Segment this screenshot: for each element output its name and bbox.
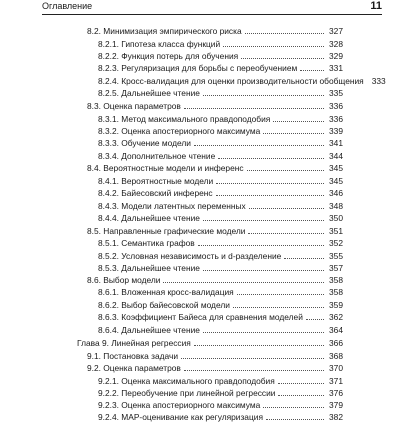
toc-entry-label: 8.5.1. Семантика графов xyxy=(98,238,195,248)
toc-entry[interactable] xyxy=(98,175,343,187)
toc-entry[interactable] xyxy=(98,87,343,99)
toc-entry-label: 8.6.1. Вложенная кросс-валидация xyxy=(98,287,234,297)
toc-entry-label: 8.4.3. Модели латентных переменных xyxy=(98,201,246,211)
toc-entry-page: 355 xyxy=(329,251,343,261)
toc-entry[interactable] xyxy=(98,399,343,411)
toc-entry-label: 9.2.1. Оценка максимального правдоподобия xyxy=(98,376,275,386)
toc-entry-label: 8.6.4. Дальнейшее чтение xyxy=(98,325,200,335)
dot-leader xyxy=(300,70,324,71)
toc-entry-label: 8.4.1. Вероятностные модели xyxy=(98,176,214,186)
dot-leader xyxy=(223,46,324,47)
toc-entry-label: 8.2.3. Регуляризация для борьбы с переобучением xyxy=(98,63,298,73)
dot-leader xyxy=(181,358,324,359)
toc-entry-label: 8.3.2. Оценка апостериорного максимума xyxy=(98,126,261,136)
toc-entry-page: 335 xyxy=(329,88,343,98)
toc-entry-page: 339 xyxy=(329,126,343,136)
toc-entry-page: 344 xyxy=(329,151,343,161)
toc-entry-label: 8.2.1. Гипотеза класса функций xyxy=(98,39,221,49)
toc-entry-label: 8.6.2. Выбор байесовской модели xyxy=(98,300,230,310)
toc-entry[interactable] xyxy=(98,137,343,149)
dot-leader xyxy=(306,319,324,320)
toc-entry-page: 336 xyxy=(329,114,343,124)
toc-entry-label: 8.5. Направленные графические модели xyxy=(87,226,246,236)
header-rule xyxy=(42,14,382,15)
toc-entry[interactable] xyxy=(98,50,343,62)
toc-entry-page: 382 xyxy=(329,412,343,422)
toc-entry-page: 345 xyxy=(329,163,343,173)
toc-entry-page: 368 xyxy=(329,351,343,361)
toc-entry[interactable] xyxy=(98,387,343,399)
toc-entry-label: 8.2. Минимизация эмпирического риска xyxy=(87,26,242,36)
toc-entry-label: 8.4.4. Дальнейшее чтение xyxy=(98,213,200,223)
toc-entry-page: 328 xyxy=(329,39,343,49)
toc-entry-label: 8.4. Вероятностные модели и инференс xyxy=(87,163,244,173)
toc-entry-page: 331 xyxy=(329,63,343,73)
dot-leader xyxy=(198,245,324,246)
dot-leader xyxy=(263,407,324,408)
toc-entry-label: 8.5.3. Дальнейшее чтение xyxy=(98,263,200,273)
page-number: 11 xyxy=(370,0,382,12)
dot-leader xyxy=(216,183,324,184)
toc-entry-page: 336 xyxy=(329,101,343,111)
dot-leader xyxy=(203,95,324,96)
toc-entry[interactable] xyxy=(98,299,343,311)
dot-leader xyxy=(216,195,324,196)
dot-leader xyxy=(284,258,324,259)
toc-entry-label: 8.3.3. Обучение модели xyxy=(98,138,191,148)
toc-entry-page: 327 xyxy=(329,26,343,36)
toc-entry[interactable] xyxy=(98,250,343,262)
toc-entry-label: 8.3.1. Метод максимального правдоподобия xyxy=(98,114,271,124)
running-header xyxy=(0,0,420,16)
toc-entry[interactable] xyxy=(98,38,343,50)
toc-entry[interactable] xyxy=(87,362,343,374)
dot-leader xyxy=(184,370,324,371)
dot-leader xyxy=(263,133,324,134)
toc-entry-label: 8.6.3. Коэффициент Байеса для сравнения моделей xyxy=(98,312,303,322)
dot-leader xyxy=(194,145,324,146)
toc-entry[interactable] xyxy=(87,225,343,237)
toc-entry-page: 350 xyxy=(329,213,343,223)
toc-entry-page: 358 xyxy=(329,275,343,285)
toc-entry-label: 8.3. Оценка параметров xyxy=(87,101,181,111)
dot-leader xyxy=(278,383,324,384)
toc-entry-page: 346 xyxy=(329,188,343,198)
toc-entry-page: 358 xyxy=(329,287,343,297)
dot-leader xyxy=(203,220,324,221)
toc-entry-page: 352 xyxy=(329,238,343,248)
toc-entry[interactable] xyxy=(98,212,343,224)
toc-entry-label: 8.3.4. Дополнительное чтение xyxy=(98,151,216,161)
toc-entry-page: 329 xyxy=(329,51,343,61)
toc-entry-label: 9.2.4. MAP-оценивание как регуляризация xyxy=(98,412,263,422)
toc-entry-label: 8.4.2. Байесовский инференс xyxy=(98,188,213,198)
toc-entry[interactable] xyxy=(98,113,343,125)
toc-entry[interactable] xyxy=(98,187,343,199)
toc-entry-label: 9.2.3. Оценка апостериорного максимума xyxy=(98,400,261,410)
toc-entry[interactable] xyxy=(98,411,343,423)
dot-leader xyxy=(233,307,324,308)
dot-leader xyxy=(273,121,324,122)
toc-entry-page: 366 xyxy=(329,338,343,348)
toc-entry-page: 341 xyxy=(329,138,343,148)
dot-leader xyxy=(247,170,324,171)
toc-entry[interactable] xyxy=(77,337,343,349)
toc-entry-page: 348 xyxy=(329,201,343,211)
dot-leader xyxy=(163,282,324,283)
toc-entry-page: 371 xyxy=(329,376,343,386)
toc-entry[interactable] xyxy=(98,286,343,298)
dot-leader xyxy=(194,345,324,346)
dot-leader xyxy=(184,108,324,109)
toc-entry[interactable] xyxy=(98,311,343,323)
running-header-title: Оглавление xyxy=(42,1,93,11)
toc-entry-page: 364 xyxy=(329,325,343,335)
toc-entry[interactable] xyxy=(98,150,343,162)
toc-entry-label: 8.2.2. Функция потерь для обучения xyxy=(98,51,239,61)
dot-leader xyxy=(237,294,324,295)
dot-leader xyxy=(249,208,324,209)
toc-entry-page: 351 xyxy=(329,226,343,236)
toc-entry-page: 333 xyxy=(371,76,386,86)
toc-entry-label: 9.2.2. Переобучение при линейной регрессии xyxy=(98,388,276,398)
toc-entry-page: 370 xyxy=(329,363,343,373)
toc-entry-label: 8.6. Выбор модели xyxy=(87,275,161,285)
dot-leader xyxy=(203,270,324,271)
dot-leader xyxy=(245,33,324,34)
toc-entry-label: 9.2. Оценка параметров xyxy=(87,363,181,373)
toc-entry[interactable] xyxy=(98,237,343,249)
toc-entry-label: Глава 9. Линейная регрессия xyxy=(77,338,191,348)
toc-entry[interactable] xyxy=(98,375,343,387)
toc-entry[interactable] xyxy=(87,162,343,174)
toc-entry-page: 362 xyxy=(329,312,343,322)
dot-leader xyxy=(278,395,324,396)
toc-entry[interactable] xyxy=(98,200,343,212)
toc-entry[interactable] xyxy=(98,75,386,87)
toc-entry[interactable] xyxy=(87,350,343,362)
toc-entry-page: 345 xyxy=(329,176,343,186)
toc-entry[interactable] xyxy=(98,324,343,336)
toc-entry[interactable] xyxy=(98,262,343,274)
toc-entry-label: 8.5.2. Условная независимость и d-разделение xyxy=(98,251,282,261)
dot-leader xyxy=(241,58,324,59)
toc-entry-page: 357 xyxy=(329,263,343,273)
dot-leader xyxy=(248,233,324,234)
toc-entry-page: 359 xyxy=(329,300,343,310)
toc-entry-label: 9.1. Постановка задачи xyxy=(87,351,179,361)
toc-entry[interactable] xyxy=(87,25,343,37)
toc-entry[interactable] xyxy=(98,125,343,137)
toc-entry[interactable] xyxy=(87,274,343,286)
toc-entry-page: 376 xyxy=(329,388,343,398)
toc-entry[interactable] xyxy=(98,62,343,74)
dot-leader xyxy=(203,332,324,333)
toc-entry[interactable] xyxy=(87,100,343,112)
dot-leader xyxy=(218,158,324,159)
toc-entry-label: 8.2.4. Кросс-валидация для оценки производительности обобщения xyxy=(98,76,364,86)
toc-entry-page: 379 xyxy=(329,400,343,410)
toc-entry-label: 8.2.5. Дальнейшее чтение xyxy=(98,88,200,98)
